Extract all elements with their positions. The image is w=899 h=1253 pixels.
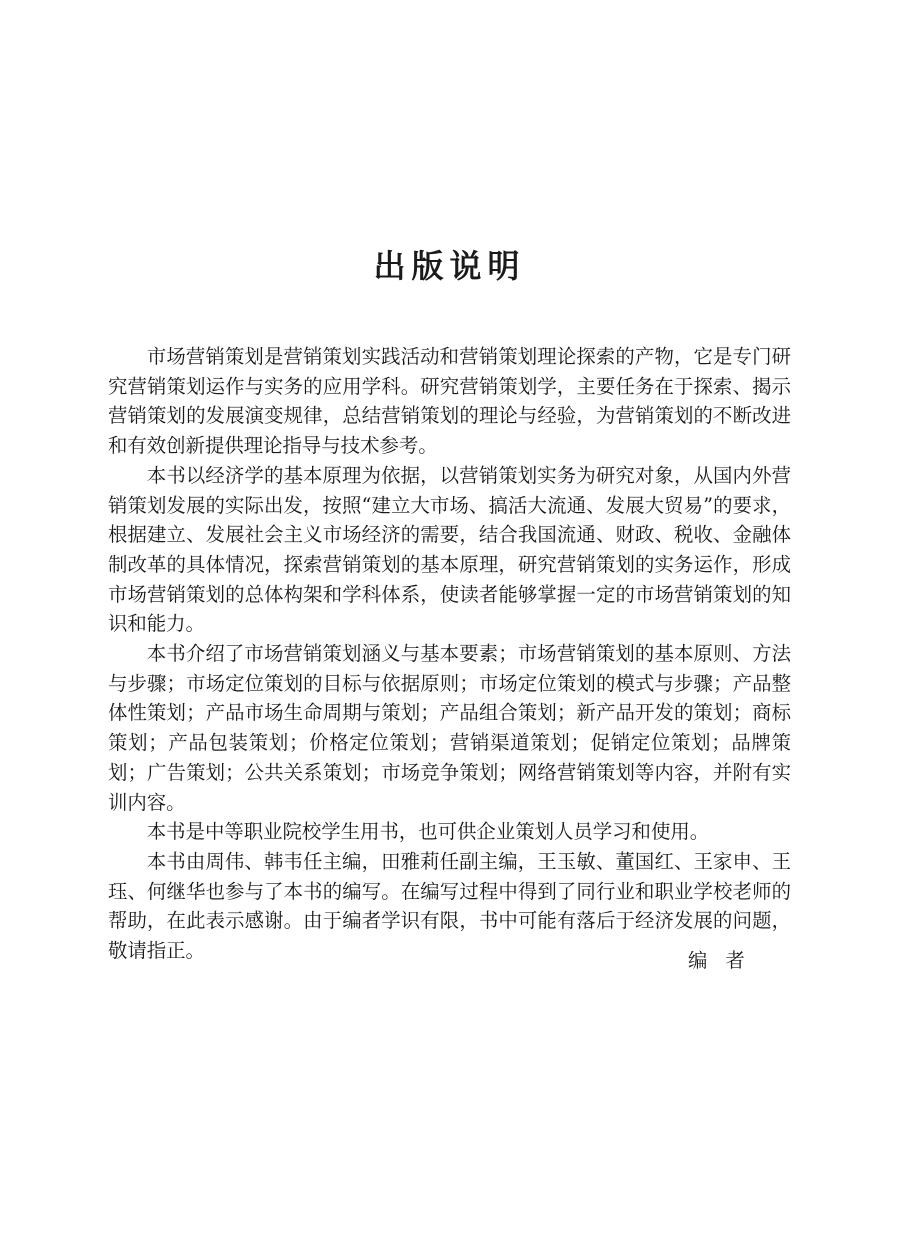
paragraph-intro: 市场营销策划是营销策划实践活动和营销策划理论探索的产物，它是专门研究营销策划运作与实务的应用学科。研究营销策划学，主要任务在于探索、揭示营销策划的发展演变规律，总结营销策划的理论与经验，为营销策划的不断改进和有效创新提供理论指导与技术参考。 bbox=[108, 345, 791, 458]
paragraph-audience: 本书是中等职业院校学生用书，也可供企业策划人员学习和使用。 bbox=[146, 820, 710, 844]
paragraph-authors: 本书由周伟、韩韦任主编，田雅莉任副主编，王玉敏、董国红、王家申、王珏、何继华也参与了本书的编写。在编写过程中得到了同行业和职业学校老师的帮助，在此表示感谢。由于编者学识有限，书中可能有落后于经济发展的问题，敬请指正。 bbox=[108, 849, 791, 963]
signature: 编者 bbox=[688, 949, 763, 972]
document-body bbox=[108, 342, 791, 966]
page-title: 出版说明 bbox=[373, 247, 526, 285]
paragraph-contents: 本书介绍了市场营销策划涵义与基本要素；市场营销策划的基本原则、方法与步骤；市场定位策划的目标与依据原则；市场定位策划的模式与步骤；产品整体性策划；产品市场生命周期与策划；产品组合策划；新产品开发的策划；商标策划；产品包装策划；价格定位策划；营销渠道策划；促销定位策划；品牌策划；广告策划；公共关系策划；市场竞争策划；网络营销策划等内容，并附有实训内容。 bbox=[108, 642, 791, 814]
paragraph-basis: 本书以经济学的基本原理为依据，以营销策划实务为研究对象，从国内外营销策划发展的实际出发，按照“建立大市场、搞活大流通、发展大贸易”的要求，根据建立、发展社会主义市场经济的需要，结合我国流通、财政、税收、金融体制改革的具体情况，探索营销策划的基本原理，研究营销策划的实务运作，形成市场营销策划的总体构架和学科体系，使读者能够掌握一定的市场营销策划的知识和能力。 bbox=[108, 463, 791, 636]
